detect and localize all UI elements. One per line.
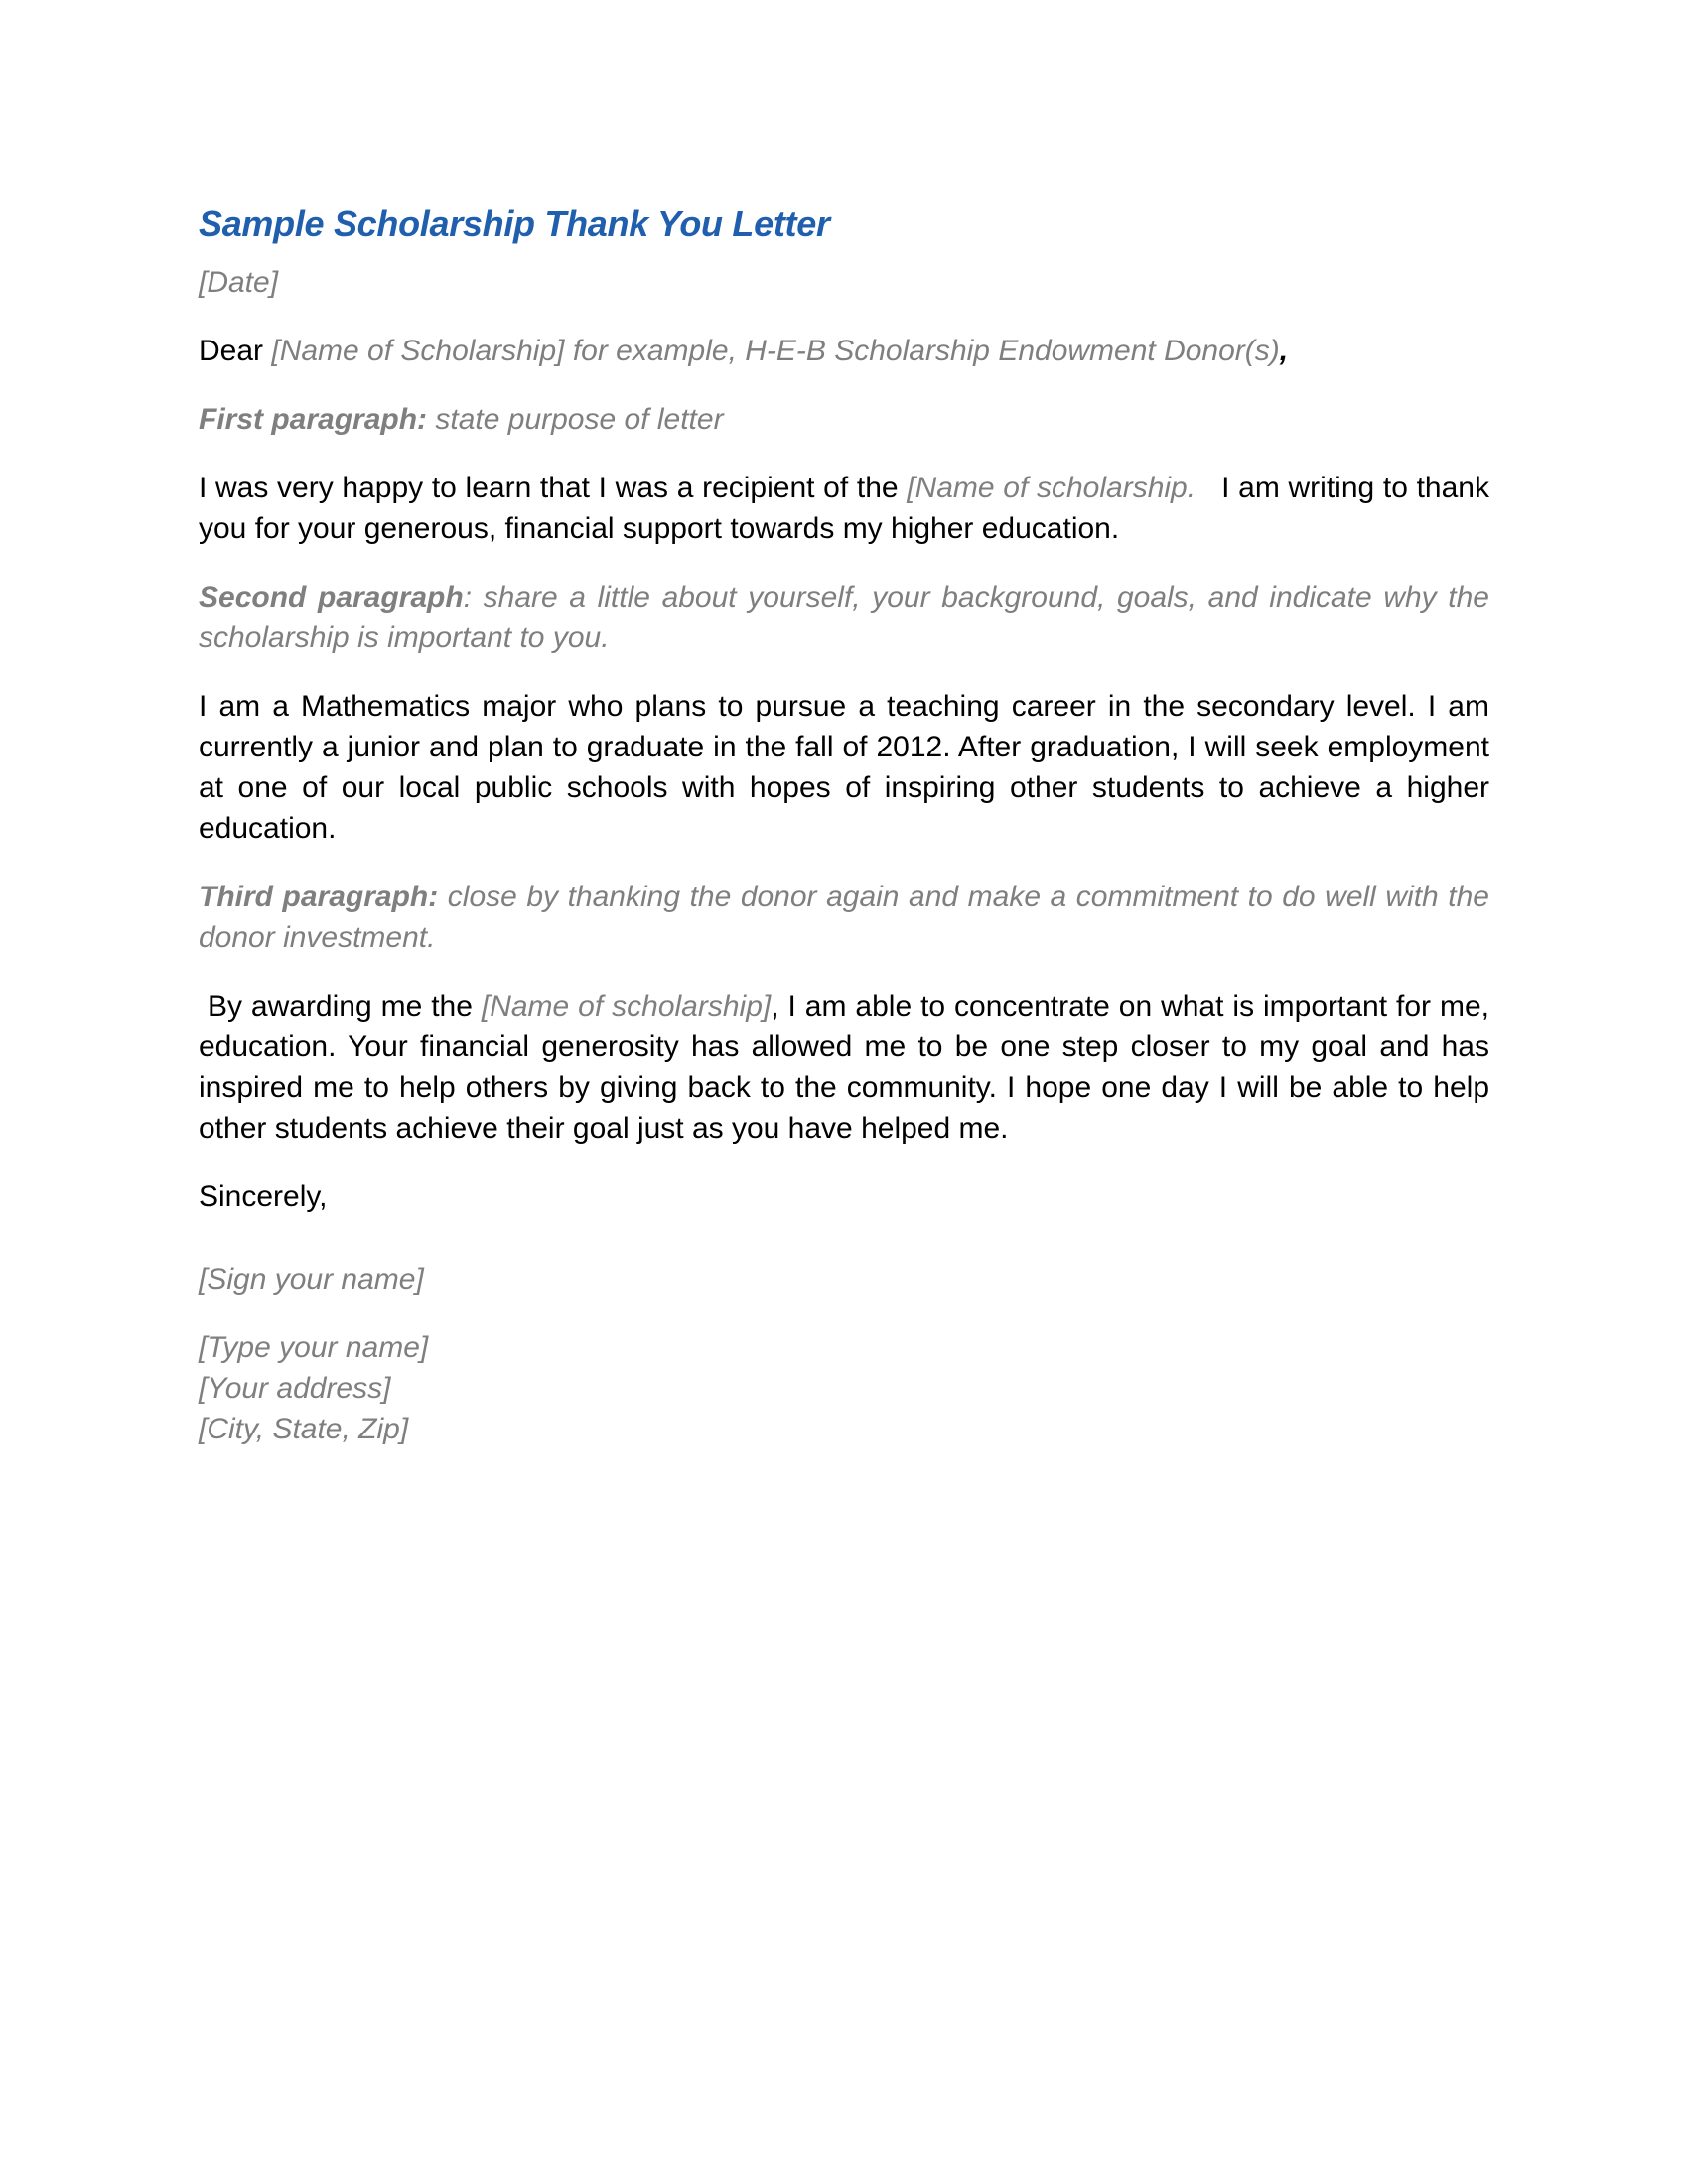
document-title: Sample Scholarship Thank You Letter — [199, 204, 830, 244]
third-paragraph-hint: close by thanking the donor again and make a commitment to do well with the donor investment. — [199, 881, 1489, 954]
address-line — [199, 1368, 1489, 1409]
salutation-placeholder: [Name of Scholarship] for example, H-E-B Scholarship Endowment Donor(s) — [271, 335, 1280, 367]
salutation-suffix: , — [1279, 335, 1289, 367]
third-paragraph-text-before: By awarding me the — [199, 990, 482, 1023]
closing: Sincerely, — [199, 1180, 328, 1213]
first-paragraph-label: First paragraph: — [199, 403, 428, 436]
first-paragraph — [199, 468, 1498, 549]
first-paragraph-instruction — [199, 399, 1489, 440]
sign-name-text: [Sign your name] — [199, 1263, 424, 1296]
type-name-text: [Type your name] — [199, 1331, 429, 1364]
salutation-prefix: Dear — [199, 335, 272, 367]
second-paragraph: I am a Mathematics major who plans to pursue a teaching career in the secondary level. I am currently a junior and plan to graduate in the fall of 2012. After graduation, I will seek employment at one of our local public schools with hopes of inspiring other students to achieve a higher education. — [199, 690, 1489, 845]
city-text: [City, State, Zip] — [199, 1413, 409, 1445]
sign-placeholder — [199, 1259, 1489, 1299]
third-paragraph-text-after: , I am able to concentrate on what is important for me, education. Your financial generosity has allowed me to be one step closer to my goal and has inspired me to help others by giving back to the community. I hope one day I will be able to help other students achieve their goal just as you have helped me. — [199, 990, 1489, 1145]
address-text: [Your address] — [199, 1372, 391, 1405]
first-paragraph-placeholder: [Name of scholarship. — [907, 472, 1196, 504]
date-placeholder — [199, 262, 1489, 303]
third-paragraph — [199, 986, 1489, 1149]
second-paragraph-label: Second paragraph — [199, 581, 464, 614]
date-text: [Date] — [199, 266, 279, 299]
signature-block — [199, 1327, 1489, 1449]
first-paragraph-hint: state purpose of letter — [427, 403, 724, 436]
third-paragraph-label: Third paragraph: — [199, 881, 439, 913]
type-name-line — [199, 1327, 1489, 1368]
second-paragraph-instruction — [199, 577, 1489, 658]
third-paragraph-placeholder: [Name of scholarship] — [481, 990, 772, 1023]
first-paragraph-text-after: I am writing to thank you for your generous, financial support towards my higher education. — [199, 472, 1498, 545]
city-line — [199, 1409, 1489, 1449]
first-paragraph-text-before: I was very happy to learn that I was a recipient of the — [199, 472, 908, 504]
salutation — [199, 331, 1489, 371]
letter-page — [199, 189, 1498, 1449]
second-paragraph-hint: : share a little about yourself, your background, goals, and indicate why the scholarship is important to you. — [199, 581, 1489, 654]
third-paragraph-instruction — [199, 877, 1489, 958]
